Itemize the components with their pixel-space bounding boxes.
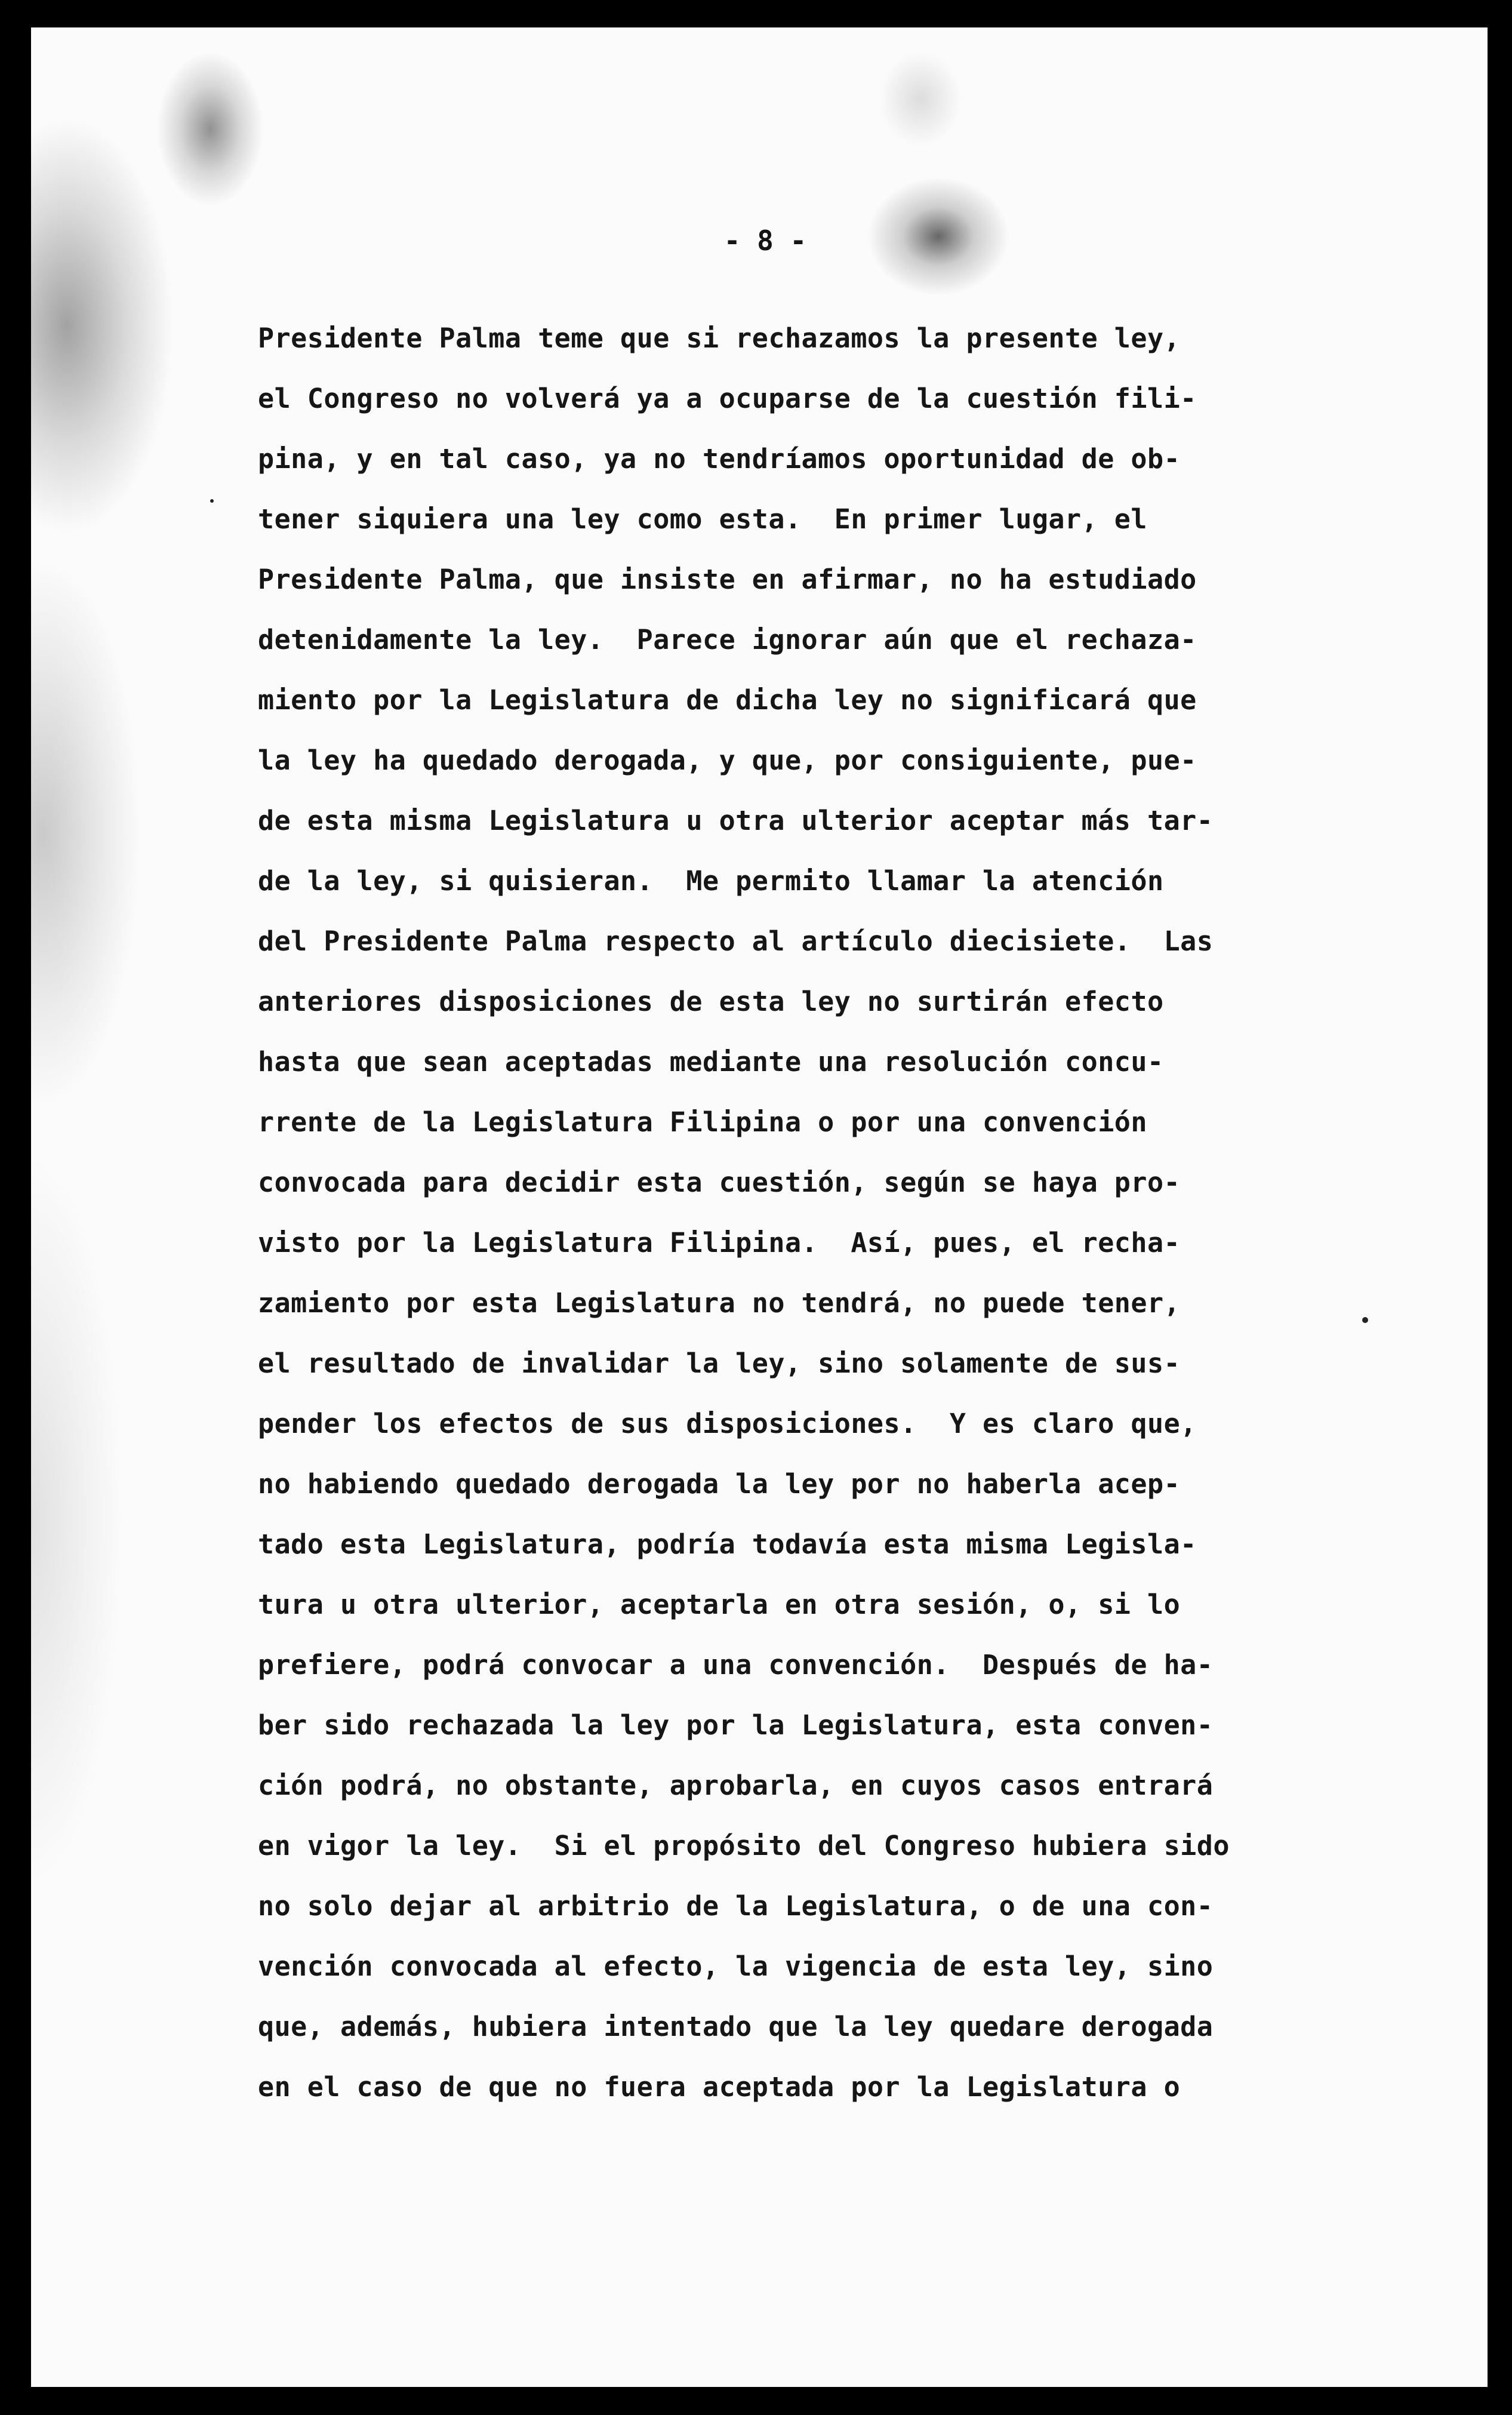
text-line: no solo dejar al arbitrio de la Legislatura, o de una con- [258,1890,1214,1922]
text-line: ción podrá, no obstante, aprobarla, en cuyos casos entrará [258,1770,1214,1801]
scan-smudge [31,1162,121,1878]
text-line: rrente de la Legislatura Filipina o por una convención [258,1106,1147,1138]
text-line: miento por la Legislatura de dicha ley no significará que [258,684,1197,716]
page-number: - 8 - [723,224,807,257]
text-line: la ley ha quedado derogada, y que, por consiguiente, pue- [258,745,1197,776]
text-line: en el caso de que no fuera aceptada por la Legislatura o [258,2071,1181,2103]
text-line: tado esta Legislatura, podría todavía esta misma Legisla- [258,1528,1197,1560]
text-line: prefiere, podrá convocar a una convención. Después de ha- [258,1649,1214,1681]
text-line: tener siquiera una ley como esta. En primer lugar, el [258,503,1147,535]
text-line: visto por la Legislatura Filipina. Así, pues, el recha- [258,1227,1181,1259]
text-line: de la ley, si quisieran. Me permito llamar la atención [258,865,1164,897]
text-line: anteriores disposiciones de esta ley no surtirán efecto [258,986,1164,1017]
scan-smudge [31,565,138,1102]
text-line: tura u otra ulterior, aceptarla en otra sesión, o, si lo [258,1589,1181,1620]
text-line: Presidente Palma, que insiste en afirmar, no ha estudiado [258,564,1197,595]
text-line: convocada para decidir esta cuestión, según se haya pro- [258,1167,1181,1198]
text-line: pina, y en tal caso, ya no tendríamos oportunidad de ob- [258,443,1181,475]
text-line: vención convocada al efecto, la vigencia de esta ley, sino [258,1951,1214,1982]
text-line: el Congreso no volverá ya a ocuparse de la cuestión fili- [258,383,1197,414]
text-line: detenidamente la ley. Parece ignorar aún que el rechaza- [258,624,1197,656]
text-line: no habiendo quedado derogada la ley por no haberla acep- [258,1468,1181,1500]
text-line: ber sido rechazada la ley por la Legislatura, esta conven- [258,1709,1214,1741]
text-line: que, además, hubiera intentado que la ley quedare derogada [258,2011,1214,2042]
text-line: zamiento por esta Legislatura no tendrá, no puede tener, [258,1287,1181,1319]
text-line: hasta que sean aceptadas mediante una resolución concu- [258,1046,1164,1078]
scan-smudge [156,51,264,207]
text-line: de esta misma Legislatura u otra ulterior aceptar más tar- [258,805,1214,836]
scan-smudge [879,51,962,147]
text-line: en vigor la ley. Si el propósito del Congreso hubiera sido [258,1830,1230,1862]
scan-smudge [31,117,174,535]
text-line: del Presidente Palma respecto al artículo diecisiete. Las [258,925,1214,957]
document-page [31,27,1488,2387]
text-line: Presidente Palma teme que si rechazamos la presente ley, [258,322,1181,354]
text-line: el resultado de invalidar la ley, sino solamente de sus- [258,1348,1181,1379]
text-line: pender los efectos de sus disposiciones. Y es claro que, [258,1408,1197,1439]
body-text [258,308,1392,2117]
scan-smudge [867,177,1010,296]
ink-speck [210,499,214,503]
